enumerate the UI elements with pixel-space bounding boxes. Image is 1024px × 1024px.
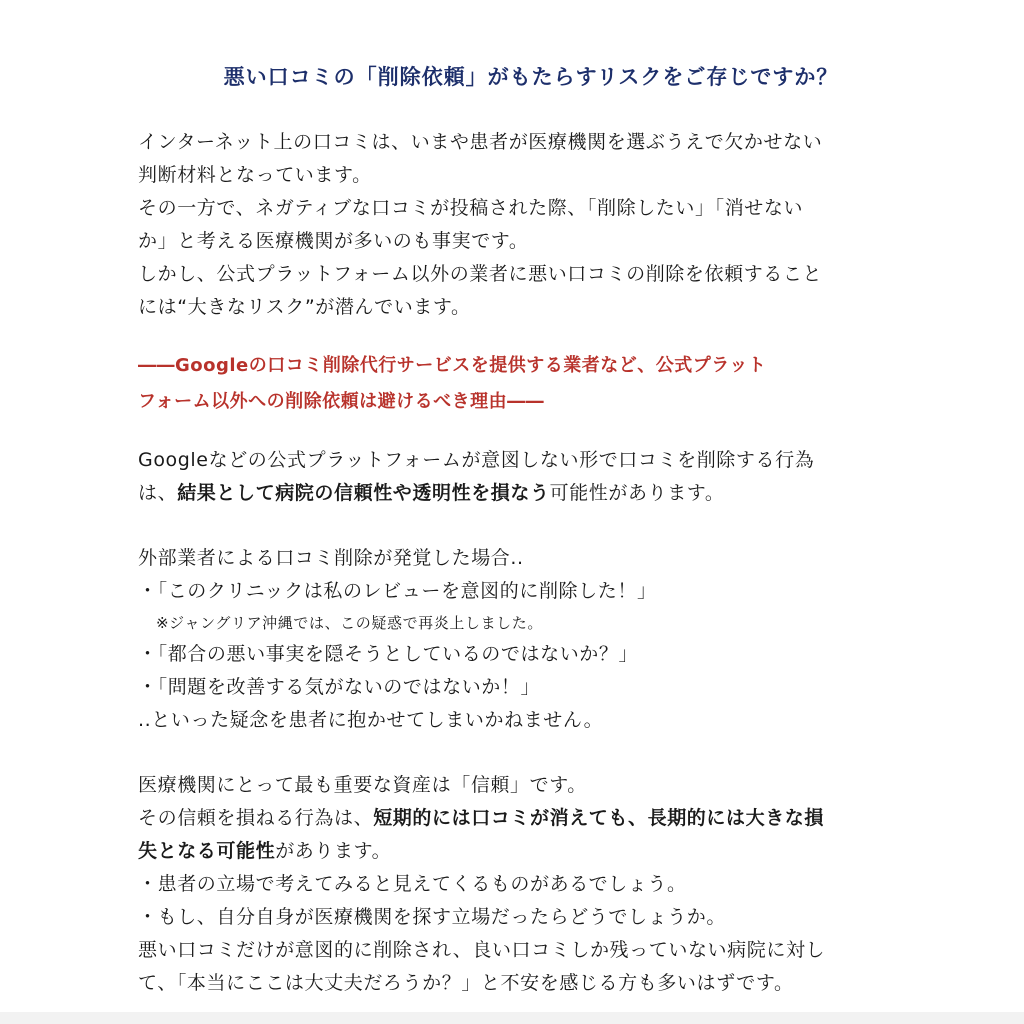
bullet-item: ・もし、自分自身が医療機関を探す立場だったらどうでしょうか。	[138, 906, 727, 928]
trust-line	[138, 802, 904, 835]
emphasis-text: 結果として病院の信頼性や透明性を損なう	[177, 482, 550, 504]
text-segment: その信頼を損ねる行為は、	[138, 807, 374, 829]
discovery-paragraph	[138, 542, 904, 737]
footnote: ※ジャングリア沖縄では、この疑惑で再炎上しました。	[156, 614, 543, 632]
intro-line: インターネット上の口コミは、いまや患者が医療機関を選ぶうえで欠かせない	[138, 131, 823, 153]
subheading-line: フォーム以外への削除依頼は避けるべき理由――	[138, 391, 545, 412]
spacer	[138, 737, 904, 769]
spacer	[138, 420, 904, 444]
bullet-item: ・「都合の悪い事実を隠そうとしているのではないか？」	[138, 643, 639, 665]
bullet-item: ・「問題を改善する気がないのではないか！」	[138, 676, 541, 698]
intro-paragraph	[138, 126, 904, 324]
trust-line	[138, 835, 904, 868]
bullet-item: ・患者の立場で考えてみると見えてくるものがあるでしょう。	[138, 873, 687, 895]
bottom-band	[0, 1012, 1024, 1024]
text-segment: があります。	[275, 840, 392, 862]
bullet-item: ・「このクリニックは私のレビューを意図的に削除した！」	[138, 580, 657, 602]
trust-line: て、「本当にここは大丈夫だろうか？」と不安を感じる方も多いはずです。	[138, 972, 794, 994]
emphasis-text: 失となる可能性	[138, 840, 276, 862]
discovery-closing: ..といった疑念を患者に抱かせてしまいかねません。	[138, 709, 604, 731]
text-segment: 可能性があります。	[549, 482, 725, 504]
discovery-lead: 外部業者による口コミ削除が発覚した場合..	[138, 547, 524, 569]
spacer	[138, 510, 904, 542]
page-title: 悪い口コミの「削除依頼」がもたらすリスクをご存じですか？	[223, 65, 839, 89]
trust-line: 悪い口コミだけが意図的に削除され、良い口コミしか残っていない病院に対し	[138, 939, 826, 961]
intro-line: その一方で、ネガティブな口コミが投稿された際、「削除したい」「消せない	[138, 197, 804, 219]
section-subheading	[138, 348, 904, 420]
risk-paragraph	[138, 444, 904, 510]
intro-line: か」と考える医療機関が多いのも事実です。	[138, 230, 529, 252]
risk-line	[138, 477, 904, 510]
subheading-line: ――Googleの口コミ削除代行サービスを提供する業者など、公式プラット	[138, 355, 767, 376]
emphasis-text: 短期的には口コミが消えても、長期的には大きな損	[373, 807, 825, 829]
spacer	[138, 324, 904, 348]
intro-line: しかし、公式プラットフォーム以外の業者に悪い口コミの削除を依頼すること	[138, 263, 823, 285]
intro-line: には“大きなリスク”が潜んでいます。	[138, 296, 471, 318]
trust-line: 医療機関にとって最も重要な資産は「信頼」です。	[138, 774, 587, 796]
trust-paragraph	[138, 769, 904, 1000]
intro-line: 判断材料となっています。	[138, 164, 372, 186]
risk-line: Googleなどの公式プラットフォームが意図しない形で口コミを削除する行為	[138, 449, 815, 471]
text-segment: は、	[138, 482, 178, 504]
